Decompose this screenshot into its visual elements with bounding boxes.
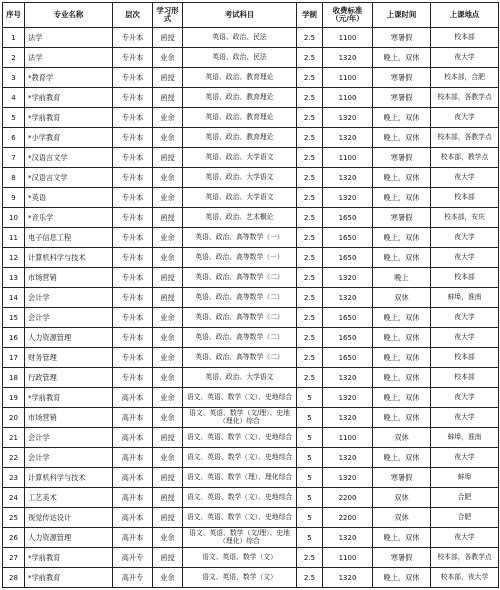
cell-subjects: 英语、政治、大学语文 bbox=[183, 188, 297, 208]
cell-subjects: 语文、英语、数学（文）、史地综合 bbox=[183, 488, 297, 508]
cell-place: 夜大学 bbox=[431, 308, 499, 328]
cell-years: 5 bbox=[297, 428, 323, 448]
cell-fee: 1650 bbox=[323, 208, 373, 228]
cell-place: 校本部，各教学点 bbox=[431, 548, 499, 568]
cell-subjects: 英语、政治、高等数学（一） bbox=[183, 248, 297, 268]
cell-major: 市场营销 bbox=[25, 268, 113, 288]
cell-mode: 业余 bbox=[153, 188, 183, 208]
cell-years: 5 bbox=[297, 488, 323, 508]
cell-level: 高升本 bbox=[113, 408, 153, 428]
cell-major: 会计学 bbox=[25, 428, 113, 448]
table-row bbox=[3, 68, 499, 88]
cell-major: *汉语言文学 bbox=[25, 168, 113, 188]
cell-years: 2.5 bbox=[297, 348, 323, 368]
cell-no: 24 bbox=[3, 488, 25, 508]
cell-years: 5 bbox=[297, 508, 323, 528]
cell-level: 专升本 bbox=[113, 348, 153, 368]
table-row bbox=[3, 408, 499, 428]
cell-fee: 1650 bbox=[323, 248, 373, 268]
cell-no: 18 bbox=[3, 368, 25, 388]
cell-subjects: 英语、政治、艺术概论 bbox=[183, 208, 297, 228]
cell-subjects: 语文、英语、数学（文） bbox=[183, 548, 297, 568]
table-row bbox=[3, 488, 499, 508]
cell-no: 13 bbox=[3, 268, 25, 288]
cell-level: 专升本 bbox=[113, 148, 153, 168]
cell-place: 夜大学 bbox=[431, 408, 499, 428]
cell-years: 2.5 bbox=[297, 28, 323, 48]
cell-level: 专升本 bbox=[113, 328, 153, 348]
cell-mode: 业余 bbox=[153, 368, 183, 388]
cell-subjects: 英语、政治、高等数学（二） bbox=[183, 268, 297, 288]
cell-mode: 函授 bbox=[153, 28, 183, 48]
header-mode: 学习形式 bbox=[153, 3, 183, 28]
table-row bbox=[3, 428, 499, 448]
cell-fee: 1100 bbox=[323, 548, 373, 568]
cell-major: *学前教育 bbox=[25, 568, 113, 588]
cell-time: 双休 bbox=[373, 508, 431, 528]
cell-fee: 1100 bbox=[323, 148, 373, 168]
cell-time: 双休 bbox=[373, 488, 431, 508]
cell-place: 夜大学 bbox=[431, 448, 499, 468]
cell-time: 晚上，双休 bbox=[373, 348, 431, 368]
cell-major: 电子信息工程 bbox=[25, 228, 113, 248]
cell-major: 会计学 bbox=[25, 308, 113, 328]
cell-level: 高升专 bbox=[113, 568, 153, 588]
table-row bbox=[3, 308, 499, 328]
cell-years: 2.5 bbox=[297, 188, 323, 208]
cell-subjects: 英语、政治、教育理论 bbox=[183, 128, 297, 148]
cell-place: 夜大学 bbox=[431, 388, 499, 408]
table-row bbox=[3, 568, 499, 588]
cell-no: 21 bbox=[3, 428, 25, 448]
cell-level: 高升专 bbox=[113, 548, 153, 568]
cell-mode: 函授 bbox=[153, 508, 183, 528]
table-row bbox=[3, 128, 499, 148]
cell-time: 晚上，双休 bbox=[373, 308, 431, 328]
cell-subjects: 语文、英语、数学（文）、史地综合 bbox=[183, 448, 297, 468]
cell-time: 晚上，双休 bbox=[373, 368, 431, 388]
cell-place: 夜大学 bbox=[431, 248, 499, 268]
cell-no: 26 bbox=[3, 528, 25, 548]
cell-no: 27 bbox=[3, 548, 25, 568]
cell-major: 法学 bbox=[25, 28, 113, 48]
cell-years: 2.5 bbox=[297, 228, 323, 248]
table-row bbox=[3, 88, 499, 108]
cell-place: 夜大学 bbox=[431, 108, 499, 128]
cell-subjects: 语文、英语、数学（文/理）、史地（理化）综合 bbox=[183, 528, 297, 548]
table-row bbox=[3, 268, 499, 288]
cell-level: 专升本 bbox=[113, 288, 153, 308]
cell-level: 高升本 bbox=[113, 428, 153, 448]
cell-mode: 业余 bbox=[153, 348, 183, 368]
table-row bbox=[3, 288, 499, 308]
cell-fee: 1100 bbox=[323, 68, 373, 88]
cell-major: 法学 bbox=[25, 48, 113, 68]
cell-time: 晚上，双休 bbox=[373, 328, 431, 348]
cell-mode: 业余 bbox=[153, 408, 183, 428]
cell-place: 夜大学 bbox=[431, 328, 499, 348]
table-row bbox=[3, 108, 499, 128]
header-place: 上课地点 bbox=[431, 3, 499, 28]
cell-years: 5 bbox=[297, 448, 323, 468]
cell-major: 行政管理 bbox=[25, 368, 113, 388]
cell-major: *学前教育 bbox=[25, 108, 113, 128]
cell-fee: 1320 bbox=[323, 108, 373, 128]
cell-no: 6 bbox=[3, 128, 25, 148]
cell-no: 5 bbox=[3, 108, 25, 128]
cell-fee: 1320 bbox=[323, 468, 373, 488]
cell-time: 晚上，双休 bbox=[373, 248, 431, 268]
cell-mode: 函授 bbox=[153, 88, 183, 108]
header-years: 学制 bbox=[297, 3, 323, 28]
cell-mode: 函授 bbox=[153, 68, 183, 88]
cell-fee: 1650 bbox=[323, 348, 373, 368]
cell-major: *音乐学 bbox=[25, 208, 113, 228]
cell-subjects: 语文、英语、数学（文）、史地综合 bbox=[183, 508, 297, 528]
cell-level: 高升本 bbox=[113, 488, 153, 508]
cell-fee: 1320 bbox=[323, 188, 373, 208]
cell-place: 校本部 bbox=[431, 28, 499, 48]
cell-place: 校本部，合肥 bbox=[431, 68, 499, 88]
table-row bbox=[3, 228, 499, 248]
cell-years: 5 bbox=[297, 528, 323, 548]
cell-subjects: 英语、政治、民法 bbox=[183, 28, 297, 48]
cell-fee: 2200 bbox=[323, 488, 373, 508]
cell-years: 2.5 bbox=[297, 328, 323, 348]
cell-place: 夜大学 bbox=[431, 48, 499, 68]
table-row bbox=[3, 528, 499, 548]
cell-mode: 业余 bbox=[153, 388, 183, 408]
cell-time: 晚上，双休 bbox=[373, 48, 431, 68]
cell-major: 计算机科学与技术 bbox=[25, 248, 113, 268]
table-row bbox=[3, 248, 499, 268]
cell-mode: 业余 bbox=[153, 228, 183, 248]
cell-level: 专升本 bbox=[113, 128, 153, 148]
cell-major: 人力资源管理 bbox=[25, 528, 113, 548]
cell-no: 10 bbox=[3, 208, 25, 228]
cell-level: 专升本 bbox=[113, 188, 153, 208]
cell-no: 12 bbox=[3, 248, 25, 268]
table-row bbox=[3, 348, 499, 368]
cell-level: 专升本 bbox=[113, 68, 153, 88]
cell-major: 工艺美术 bbox=[25, 488, 113, 508]
cell-place: 合肥 bbox=[431, 508, 499, 528]
cell-place: 夜大学 bbox=[431, 168, 499, 188]
cell-mode: 函授 bbox=[153, 268, 183, 288]
header-row bbox=[3, 3, 499, 28]
cell-time: 晚上，双休 bbox=[373, 528, 431, 548]
cell-years: 2.5 bbox=[297, 248, 323, 268]
cell-major: 会计学 bbox=[25, 448, 113, 468]
cell-subjects: 英语、政治、高等数学（二） bbox=[183, 328, 297, 348]
table-row bbox=[3, 28, 499, 48]
cell-level: 专升本 bbox=[113, 308, 153, 328]
table-row bbox=[3, 508, 499, 528]
cell-years: 2.5 bbox=[297, 288, 323, 308]
cell-subjects: 英语、政治、大学语文 bbox=[183, 368, 297, 388]
table-row bbox=[3, 468, 499, 488]
cell-subjects: 英语、政治、高等数学（二） bbox=[183, 308, 297, 328]
cell-time: 晚上，双休 bbox=[373, 128, 431, 148]
cell-subjects: 英语、政治、民法 bbox=[183, 48, 297, 68]
cell-time: 晚上，双休 bbox=[373, 168, 431, 188]
cell-subjects: 英语、政治、教育理论 bbox=[183, 88, 297, 108]
cell-fee: 1320 bbox=[323, 448, 373, 468]
cell-mode: 业余 bbox=[153, 108, 183, 128]
cell-level: 高升本 bbox=[113, 508, 153, 528]
cell-years: 5 bbox=[297, 408, 323, 428]
cell-fee: 1320 bbox=[323, 388, 373, 408]
cell-subjects: 英语、政治、大学语文 bbox=[183, 168, 297, 188]
cell-years: 2.5 bbox=[297, 168, 323, 188]
cell-major: 视觉传达设计 bbox=[25, 508, 113, 528]
table-row bbox=[3, 328, 499, 348]
cell-major: *英语 bbox=[25, 188, 113, 208]
cell-time: 寒暑假 bbox=[373, 208, 431, 228]
cell-fee: 1320 bbox=[323, 568, 373, 588]
cell-time: 晚上，双休 bbox=[373, 448, 431, 468]
cell-mode: 函授 bbox=[153, 468, 183, 488]
cell-no: 1 bbox=[3, 28, 25, 48]
cell-time: 寒暑假 bbox=[373, 468, 431, 488]
cell-place: 合肥 bbox=[431, 488, 499, 508]
cell-level: 专升本 bbox=[113, 48, 153, 68]
cell-mode: 业余 bbox=[153, 168, 183, 188]
cell-no: 11 bbox=[3, 228, 25, 248]
cell-no: 2 bbox=[3, 48, 25, 68]
table-header bbox=[3, 3, 499, 28]
cell-mode: 业余 bbox=[153, 248, 183, 268]
cell-major: *学前教育 bbox=[25, 88, 113, 108]
cell-time: 寒暑假 bbox=[373, 28, 431, 48]
cell-place: 蚌埠 bbox=[431, 468, 499, 488]
cell-major: *小学教育 bbox=[25, 128, 113, 148]
cell-mode: 业余 bbox=[153, 568, 183, 588]
cell-time: 晚上，双休 bbox=[373, 568, 431, 588]
cell-place: 夜大学 bbox=[431, 228, 499, 248]
cell-no: 28 bbox=[3, 568, 25, 588]
cell-place: 夜大学 bbox=[431, 528, 499, 548]
cell-no: 4 bbox=[3, 88, 25, 108]
cell-years: 2.5 bbox=[297, 368, 323, 388]
cell-no: 14 bbox=[3, 288, 25, 308]
cell-years: 5 bbox=[297, 468, 323, 488]
cell-time: 晚上，双休 bbox=[373, 188, 431, 208]
cell-fee: 1320 bbox=[323, 168, 373, 188]
cell-subjects: 英语、政治、高等数学（一） bbox=[183, 228, 297, 248]
table-row bbox=[3, 388, 499, 408]
cell-major: 计算机科学与技术 bbox=[25, 468, 113, 488]
cell-subjects: 语文、英语、数学（文）、史地综合 bbox=[183, 428, 297, 448]
cell-place: 校本部 bbox=[431, 348, 499, 368]
cell-no: 23 bbox=[3, 468, 25, 488]
table-row bbox=[3, 368, 499, 388]
cell-place: 校本部，各教学点 bbox=[431, 128, 499, 148]
cell-years: 2.5 bbox=[297, 548, 323, 568]
cell-fee: 1320 bbox=[323, 408, 373, 428]
table-row bbox=[3, 208, 499, 228]
cell-no: 9 bbox=[3, 188, 25, 208]
cell-place: 校本部，安庆 bbox=[431, 208, 499, 228]
header-subjects: 考试科目 bbox=[183, 3, 297, 28]
cell-place: 蚌埠，淮南 bbox=[431, 428, 499, 448]
table-row bbox=[3, 548, 499, 568]
cell-fee: 1320 bbox=[323, 288, 373, 308]
cell-years: 2.5 bbox=[297, 88, 323, 108]
cell-major: *学前教育 bbox=[25, 548, 113, 568]
cell-mode: 函授 bbox=[153, 208, 183, 228]
header-time: 上课时间 bbox=[373, 3, 431, 28]
cell-time: 寒暑假 bbox=[373, 548, 431, 568]
cell-mode: 业余 bbox=[153, 48, 183, 68]
cell-years: 2.5 bbox=[297, 308, 323, 328]
cell-subjects: 英语、政治、大学语文 bbox=[183, 148, 297, 168]
admissions-table bbox=[2, 2, 499, 588]
cell-time: 晚上，双休 bbox=[373, 228, 431, 248]
cell-fee: 1320 bbox=[323, 368, 373, 388]
cell-years: 2.5 bbox=[297, 128, 323, 148]
cell-major: 人力资源管理 bbox=[25, 328, 113, 348]
cell-no: 20 bbox=[3, 408, 25, 428]
cell-mode: 业余 bbox=[153, 328, 183, 348]
cell-place: 蚌埠，淮南 bbox=[431, 288, 499, 308]
cell-place: 校本部 bbox=[431, 268, 499, 288]
cell-place: 校本部，各教学点 bbox=[431, 88, 499, 108]
cell-subjects: 英语、政治、教育理论 bbox=[183, 68, 297, 88]
cell-place: 校本部，夜大学 bbox=[431, 568, 499, 588]
cell-place: 校本部 bbox=[431, 368, 499, 388]
cell-level: 专升本 bbox=[113, 268, 153, 288]
cell-mode: 函授 bbox=[153, 548, 183, 568]
cell-fee: 1320 bbox=[323, 268, 373, 288]
cell-no: 15 bbox=[3, 308, 25, 328]
cell-time: 双休 bbox=[373, 428, 431, 448]
cell-level: 高升本 bbox=[113, 468, 153, 488]
cell-no: 22 bbox=[3, 448, 25, 468]
cell-major: *汉语言文学 bbox=[25, 148, 113, 168]
cell-time: 晚上，双休 bbox=[373, 108, 431, 128]
cell-mode: 业余 bbox=[153, 448, 183, 468]
cell-mode: 业余 bbox=[153, 528, 183, 548]
cell-place: 校本部，教学点 bbox=[431, 148, 499, 168]
cell-time: 寒暑假 bbox=[373, 68, 431, 88]
cell-subjects: 语文、英语、数学（文）、史地综合 bbox=[183, 388, 297, 408]
cell-years: 2.5 bbox=[297, 208, 323, 228]
cell-fee: 1650 bbox=[323, 328, 373, 348]
cell-no: 17 bbox=[3, 348, 25, 368]
header-no: 序号 bbox=[3, 3, 25, 28]
cell-fee: 1650 bbox=[323, 308, 373, 328]
header-major: 专业名称 bbox=[25, 3, 113, 28]
header-fee: 收费标准（元/年） bbox=[323, 3, 373, 28]
cell-level: 专升本 bbox=[113, 368, 153, 388]
cell-level: 专升本 bbox=[113, 88, 153, 108]
table-row bbox=[3, 168, 499, 188]
cell-subjects: 英语、政治、教育理论 bbox=[183, 108, 297, 128]
table-body bbox=[3, 28, 499, 588]
cell-years: 2.5 bbox=[297, 148, 323, 168]
cell-fee: 2200 bbox=[323, 508, 373, 528]
cell-subjects: 英语、政治、高等数学（二） bbox=[183, 348, 297, 368]
cell-fee: 1320 bbox=[323, 528, 373, 548]
cell-major: 财务管理 bbox=[25, 348, 113, 368]
cell-time: 晚上，双休 bbox=[373, 408, 431, 428]
cell-years: 2.5 bbox=[297, 568, 323, 588]
cell-subjects: 语文、英语、数学（文/理）、史地（理化）综合 bbox=[183, 408, 297, 428]
cell-no: 7 bbox=[3, 148, 25, 168]
cell-subjects: 语文、英语、数学（文） bbox=[183, 568, 297, 588]
cell-major: *学前教育 bbox=[25, 388, 113, 408]
cell-no: 19 bbox=[3, 388, 25, 408]
cell-time: 双休 bbox=[373, 288, 431, 308]
header-level: 层次 bbox=[113, 3, 153, 28]
cell-level: 高升本 bbox=[113, 528, 153, 548]
cell-fee: 1650 bbox=[323, 228, 373, 248]
cell-time: 寒暑假 bbox=[373, 88, 431, 108]
cell-no: 8 bbox=[3, 168, 25, 188]
cell-time: 晚上，双休 bbox=[373, 388, 431, 408]
cell-fee: 1320 bbox=[323, 128, 373, 148]
cell-fee: 1100 bbox=[323, 428, 373, 448]
cell-level: 专升本 bbox=[113, 208, 153, 228]
cell-fee: 1100 bbox=[323, 28, 373, 48]
cell-no: 25 bbox=[3, 508, 25, 528]
cell-mode: 函授 bbox=[153, 488, 183, 508]
cell-major: 市场营销 bbox=[25, 408, 113, 428]
cell-mode: 业余 bbox=[153, 128, 183, 148]
table-row bbox=[3, 188, 499, 208]
cell-no: 16 bbox=[3, 328, 25, 348]
cell-mode: 函授 bbox=[153, 288, 183, 308]
cell-mode: 业余 bbox=[153, 308, 183, 328]
cell-years: 2.5 bbox=[297, 108, 323, 128]
cell-fee: 1320 bbox=[323, 48, 373, 68]
cell-level: 专升本 bbox=[113, 168, 153, 188]
cell-years: 5 bbox=[297, 388, 323, 408]
cell-level: 高升本 bbox=[113, 448, 153, 468]
cell-level: 专升本 bbox=[113, 228, 153, 248]
cell-mode: 函授 bbox=[153, 148, 183, 168]
cell-level: 高升本 bbox=[113, 388, 153, 408]
cell-major: 会计学 bbox=[25, 288, 113, 308]
cell-level: 专升本 bbox=[113, 28, 153, 48]
cell-years: 2.5 bbox=[297, 48, 323, 68]
cell-time: 寒暑假 bbox=[373, 148, 431, 168]
cell-subjects: 语文、英语、数学（理）、理化综合 bbox=[183, 468, 297, 488]
table-row bbox=[3, 148, 499, 168]
cell-fee: 1100 bbox=[323, 88, 373, 108]
cell-level: 专升本 bbox=[113, 108, 153, 128]
cell-years: 2.5 bbox=[297, 68, 323, 88]
cell-time: 晚上 bbox=[373, 268, 431, 288]
cell-level: 专升本 bbox=[113, 248, 153, 268]
admissions-table-sheet bbox=[2, 2, 498, 588]
table-row bbox=[3, 48, 499, 68]
cell-place: 校本部 bbox=[431, 188, 499, 208]
cell-mode: 函授 bbox=[153, 428, 183, 448]
cell-no: 3 bbox=[3, 68, 25, 88]
cell-years: 2.5 bbox=[297, 268, 323, 288]
cell-subjects: 英语、政治、高等数学（二） bbox=[183, 288, 297, 308]
table-row bbox=[3, 448, 499, 468]
cell-major: *教育学 bbox=[25, 68, 113, 88]
